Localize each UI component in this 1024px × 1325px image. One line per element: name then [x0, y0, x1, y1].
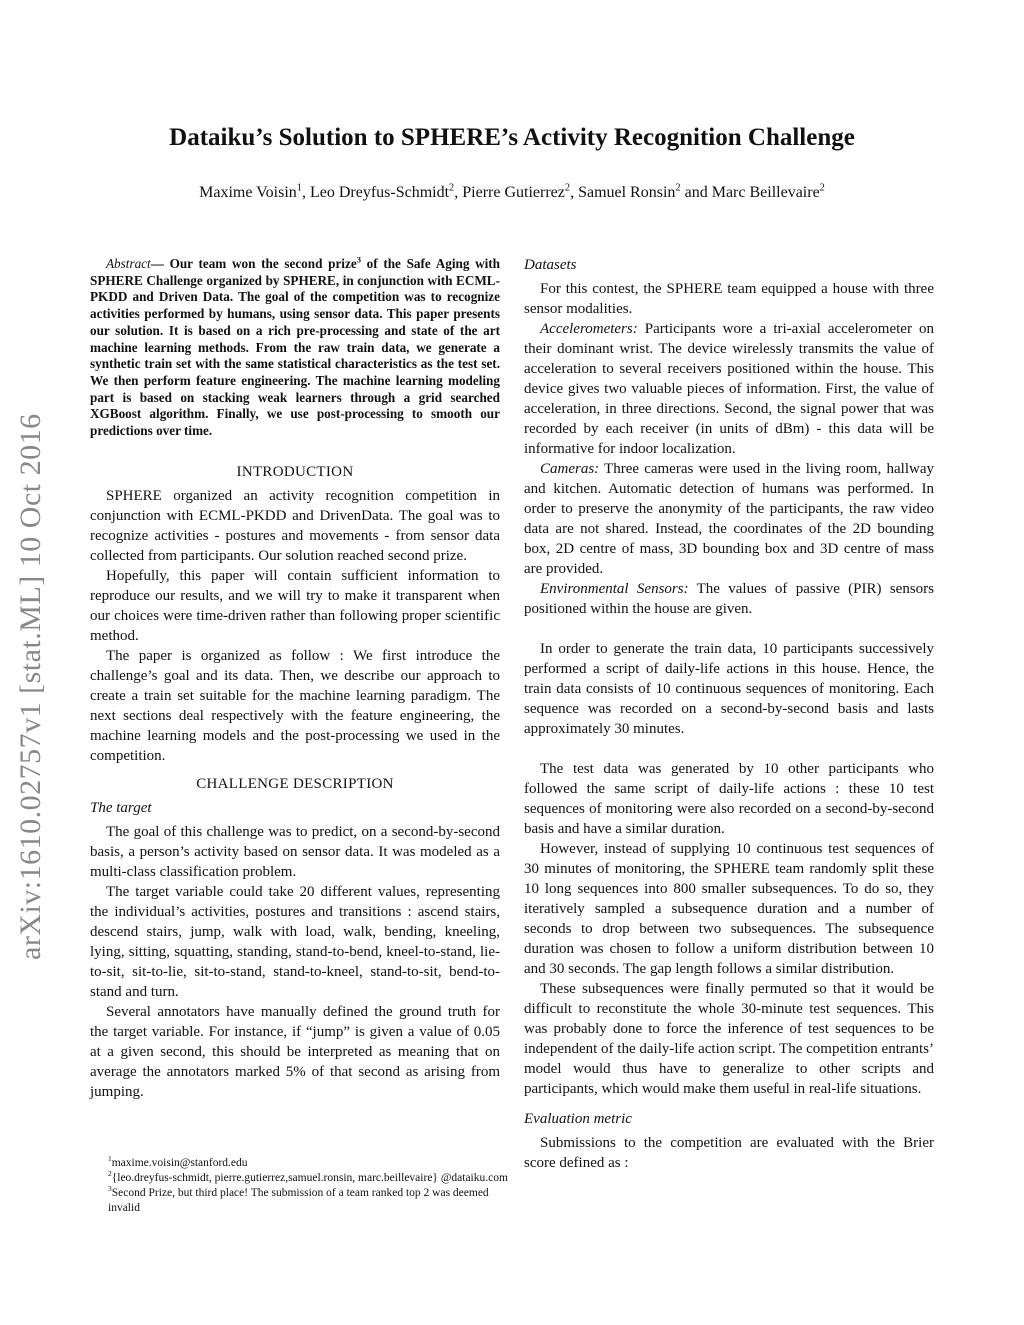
paragraph-cameras: Cameras: Three cameras were used in the living room, hallway and kitchen. Automatic detection of humans was performed. In order to preserve the anonymity of the participants, the raw video data are not shared. Instead, the coordinates of the 2D bounding box, 2D centre of mass, 3D bounding box and 3D centre of mass are provided. — [524, 461, 934, 577]
footnote: $^2${leo.dreyfus-schmidt, pierre.gutierrez,samuel.ronsin, marc.beillevaire} @dataiku.com — [108, 1169, 508, 1184]
paragraph-environmental-sensors: Environmental Sensors: The values of passive (PIR) sensors positioned within the house are given. — [524, 581, 934, 617]
footnote: $^3$Second Prize, but third place! The submission of a team ranked top 2 was deemed invalid — [108, 1184, 489, 1214]
paragraph: For this contest, the SPHERE team equipped a house with three sensor modalities. — [524, 281, 934, 317]
paper-title: Dataiku’s Solution to SPHERE’s Activity Recognition Challenge — [169, 124, 855, 151]
footnote: $^1$maxime.voisin@stanford.edu — [108, 1154, 248, 1169]
author: Leo Dreyfus-Schmidt$^2$, — [309, 182, 463, 201]
left-column — [90, 256, 500, 1102]
paragraph: However, instead of supplying 10 continuous test sequences of 30 minutes of monitoring, the SPHERE team randomly split these 10 long sequences into 800 smaller subsequences. To do so, they iteratively sampled a subsequence duration and a number of seconds to drop between two subsequences. The subsequence duration was chosen to follow a uniform distribution between 10 and 30 seconds. The gap length follows a similar distribution. — [524, 841, 934, 977]
paragraph: These subsequences were finally permuted so that it would be difficult to reconstitute the whole 30-minute test sequences. This was probably done to force the inference of test sequences to be independent of the daily-life action script. The competition entrants’ model would thus have to generalize to other scripts and participants, which would make them useful in real-life situations. — [524, 981, 935, 1097]
paragraph: The paper is organized as follow : We first introduce the challenge’s goal and its data. Then, we describe our approach to create a train set suitable for the machine learning paradigm. The next sections deal respectively with the feature engineering, the machine learning models and the post-processing we used in the competition. — [90, 647, 500, 764]
right-column — [524, 255, 934, 1173]
paragraph-accelerometers: Accelerometers: Participants wore a tri-axial accelerometer on their dominant wrist. The device wirelessly transmits the value of acceleration to several receivers positioned within the house. This device gives two valuable pieces of information. First, the value of acceleration, in three directions. Second, the signal power that was recorded by each receiver (in units of dBm) - this data will be informative for indoor localization. — [524, 321, 934, 457]
arxiv-stamp: arXiv:1610.02757v1 [stat.ML] 10 Oct 2016 — [14, 413, 47, 960]
paragraph: SPHERE organized an activity recognition competition in conjunction with ECML-PKDD and DrivenData. The goal was to recognize activities - postures and movements - from sensor data collected from participants. Our solution reached second prize. — [90, 487, 500, 564]
paragraph: Hopefully, this paper will contain sufficient information to reproduce our results, and we will try to make it transparent when our choices were time-driven rather than following proper scientific method. — [90, 567, 500, 644]
author: Marc Beillevaire$^2$ — [711, 182, 825, 201]
subsection-heading-datasets: Datasets — [524, 257, 577, 273]
paragraph: Submissions to the competition are evaluated with the Brier score defined as : — [524, 1135, 934, 1171]
section-heading-introduction: INTRODUCTION — [236, 463, 354, 480]
section-heading-challenge: CHALLENGE DESCRIPTION — [196, 775, 394, 792]
subsection-heading-target: The target — [90, 799, 152, 816]
paragraph: Several annotators have manually defined the ground truth for the target variable. For instance, if “jump” is given a value of 0.05 at a given second, this should be interpreted as meaning that on average the annotators marked 5% of that second as arising from jumping. — [90, 1003, 500, 1100]
paragraph: The target variable could take 20 different values, representing the individual’s activities, postures and transitions : ascend stairs, descend stairs, jump, walk with load, walk, bending, kneeling, lying, sitting, squatting, standing, stand-to-bend, kneel-to-stand, lie-to-sit, sit-to-lie, sit-to-stand, stand-to-kneel, stand-to-sit, bend-to-stand and turn. — [90, 883, 500, 1000]
author: Samuel Ronsin$^2$ and — [578, 182, 712, 201]
author-list — [0, 184, 1024, 202]
paragraph: The goal of this challenge was to predict, on a second-by-second basis, a person’s activity based on sensor data. It was modeled as a multi-class classification problem. — [90, 823, 500, 880]
abstract: Abstract— Our team won the second prize$^3$ of the Safe Aging with SPHERE Challenge organized by SPHERE, in conjunction with ECML-PKDD and Driven Data. The goal of the competition was to recognize activities performed by humans, using sensor data. This paper presents our solution. It is based on a rich pre-processing and state of the art machine learning methods. From the raw train data, we generate a synthetic train set with the same statistical characteristics as the test set. We then perform feature engineering. The machine learning modeling part is based on stacking weak learners through a grid searched XGBoost algorithm. Finally, we use post-processing to smooth our predictions over time. — [90, 254, 500, 439]
subsection-heading-evaluation: Evaluation metric — [524, 1111, 632, 1127]
paragraph: The test data was generated by 10 other participants who followed the same script of daily-life actions : these 10 test sequences of monitoring were also recorded on a second-by-second basis and have a similar duration. — [524, 761, 934, 837]
footnotes — [108, 1156, 508, 1216]
paragraph: In order to generate the train data, 10 participants successively performed a script of daily-life actions in this house. Hence, the train data consists of 10 continuous sequences of monitoring. Each sequence was recorded on a second-by-second basis and lasts approximately 30 minutes. — [524, 641, 934, 737]
author: Maxime Voisin$^1$, — [199, 182, 310, 201]
author: Pierre Gutierrez$^2$, — [462, 182, 579, 201]
